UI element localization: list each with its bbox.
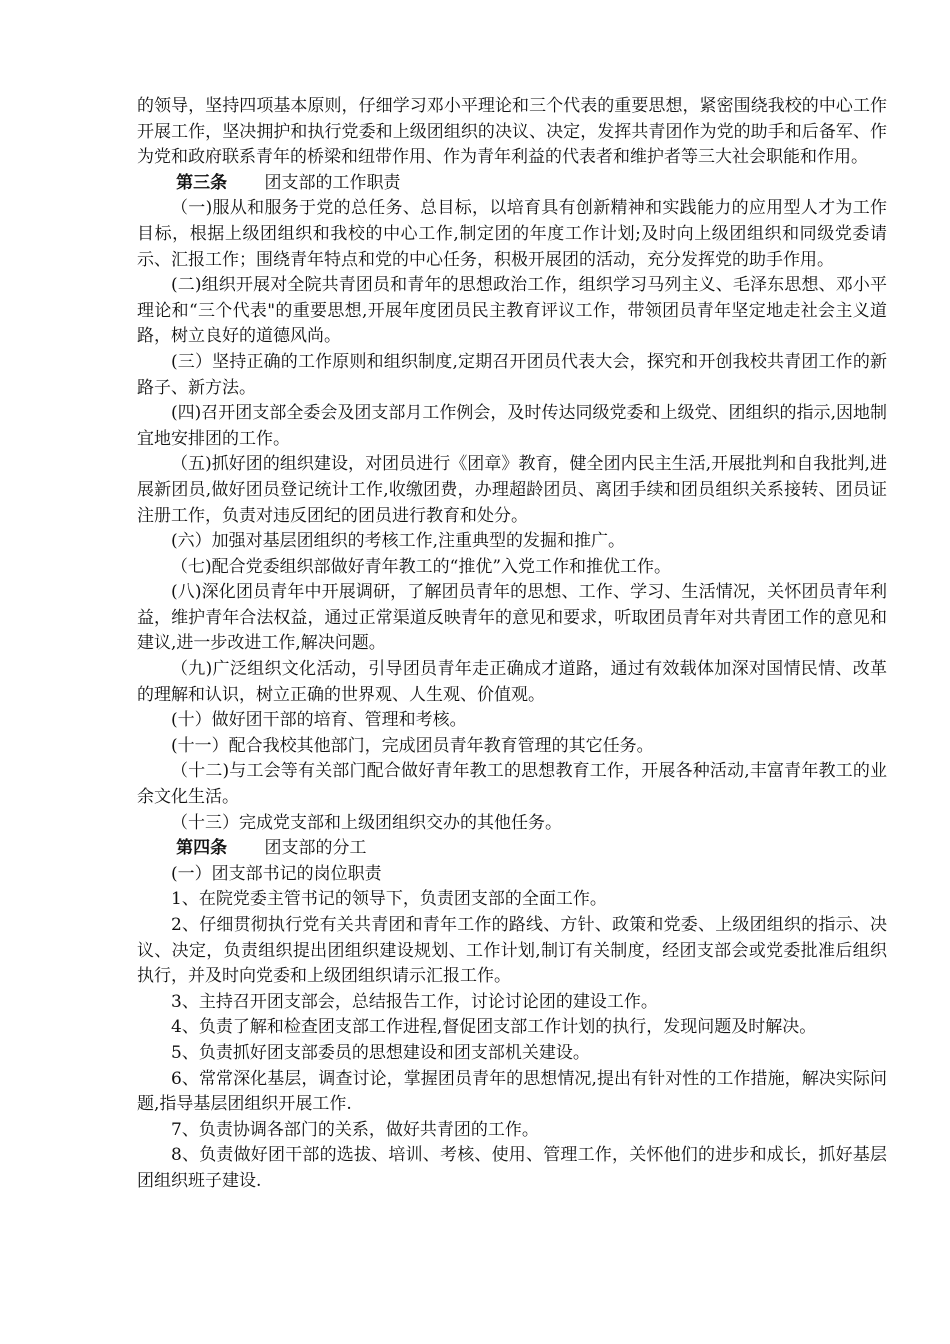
article-3-item: （七)配合党委组织部做好青年教工的“推优”入党工作和推优工作。 <box>171 556 672 577</box>
article-3-item: (十）做好团干部的培育、管理和考核。 <box>171 710 467 731</box>
article-4-number: 第四条 <box>176 838 228 859</box>
article-3-number: 第三条 <box>176 172 228 193</box>
article-3-item: （九)广泛组织文化活动，引导团员青年走正确成才道路，通过有效载体加深对国情民情、改革的理解和认识，树立正确的世界观、人生观、价值观。 <box>137 659 887 705</box>
article-4-item: 6、常常深化基层，调查讨论，掌握团员青年的思想情况,提出有针对性的工作措施，解决实际问题,指导基层团组织开展工作. <box>137 1068 887 1115</box>
article-3-item: （一)服从和服务于党的总任务、总目标，以培育具有创新精神和实践能力的应用型人才为工作目标，根据上级团组织和我校的中心工作,制定团的年度工作计划;及时向上级团组织和同级党委请示、汇报工作；围绕青年特点和党的中心任务，积极开展团的活动，充分发挥党的助手作用。 <box>137 198 887 270</box>
document-page <box>137 94 887 1195</box>
article-3-item: (四)召开团支部全委会及团支部月工作例会，及时传达同级党委和上级党、团组织的指示,因地制宜地安排团的工作。 <box>137 403 887 449</box>
article-3-title: 团支部的工作职责 <box>264 172 401 193</box>
article-3-item: (十一）配合我校其他部门，完成团员青年教育管理的其它任务。 <box>171 735 654 756</box>
article-3-item: (三）坚持正确的工作原则和组织制度,定期召开团员代表大会，探究和开创我校共青团工作的新路子、新方法。 <box>137 351 887 398</box>
article-4-item: 8、负责做好团干部的选拔、培训、考核、使用、管理工作，关怀他们的进步和成长，抓好基层团组织班子建设. <box>137 1145 887 1191</box>
article-4-heading <box>137 836 887 862</box>
article-4-item: 7、负责协调各部门的关系，做好共青团的工作。 <box>171 1119 539 1140</box>
article-3-item: （十三）完成党支部和上级团组织交办的其他任务。 <box>171 812 562 833</box>
article-4-subheading: (一）团支部书记的岗位职责 <box>171 863 382 884</box>
article-4-item: 1、在院党委主管书记的领导下，负责团支部的全面工作。 <box>171 889 607 910</box>
article-3-heading <box>137 171 887 197</box>
article-4-item: 3、主持召开团支部会，总结报告工作，讨论讨论团的建设工作。 <box>171 991 658 1012</box>
article-3-item: (二)组织开展对全院共青团员和青年的思想政治工作，组织学习马列主义、毛泽东思想、邓小平理论和“三个代表"的重要思想,开展年度团员民主教育评议工作，带领团员青年坚定地走社会主义道路，树立良好的道德风尚。 <box>137 275 887 347</box>
article-3-item: (八)深化团员青年中开展调研，了解团员青年的思想、工作、学习、生活情况，关怀团员青年利益，维护青年合法权益，通过正常渠道反映青年的意见和要求，听取团员青年对共青团工作的意见和建议,进一步改进工作,解决问题。 <box>137 582 887 654</box>
article-4-title: 团支部的分工 <box>264 838 367 859</box>
article-4-item: 2、仔细贯彻执行党有关共青团和青年工作的路线、方针、政策和党委、上级团组织的指示、决议、决定，负责组织提出团组织建设规划、工作计划,制订有关制度，经团支部会或党委批准后组织执行，并及时向党委和上级团组织请示汇报工作。 <box>137 915 887 987</box>
article-4-item: 4、负责了解和检查团支部工作进程,督促团支部工作计划的执行，发现问题及时解决。 <box>171 1017 817 1038</box>
article-3-item: （五)抓好团的组织建设，对团员进行《团章》教育，健全团内民主生活,开展批判和自我批判,进展新团员,做好团员登记统计工作,收缴团费，办理超龄团员、离团手续和团员组织关系接转、团员证注册工作，负责对违反团纪的团员进行教育和处分。 <box>137 454 887 526</box>
intro-paragraph: 的领导，坚持四项基本原则，仔细学习邓小平理论和三个代表的重要思想，紧密围绕我校的中心工作开展工作，坚决拥护和执行党委和上级团组织的决议、决定，发挥共青团作为党的助手和后备军、作为党和政府联系青年的桥梁和纽带作用、作为青年利益的代表者和维护者等三大社会职能和作用。 <box>137 96 887 168</box>
article-3-item: (六）加强对基层团组织的考核工作,注重典型的发掘和推广。 <box>171 531 626 552</box>
article-4-item: 5、负责抓好团支部委员的思想建设和团支部机关建设。 <box>171 1042 590 1063</box>
article-3-item: （十二)与工会等有关部门配合做好青年教工的思想教育工作，开展各种活动,丰富青年教工的业余文化生活。 <box>137 761 887 808</box>
